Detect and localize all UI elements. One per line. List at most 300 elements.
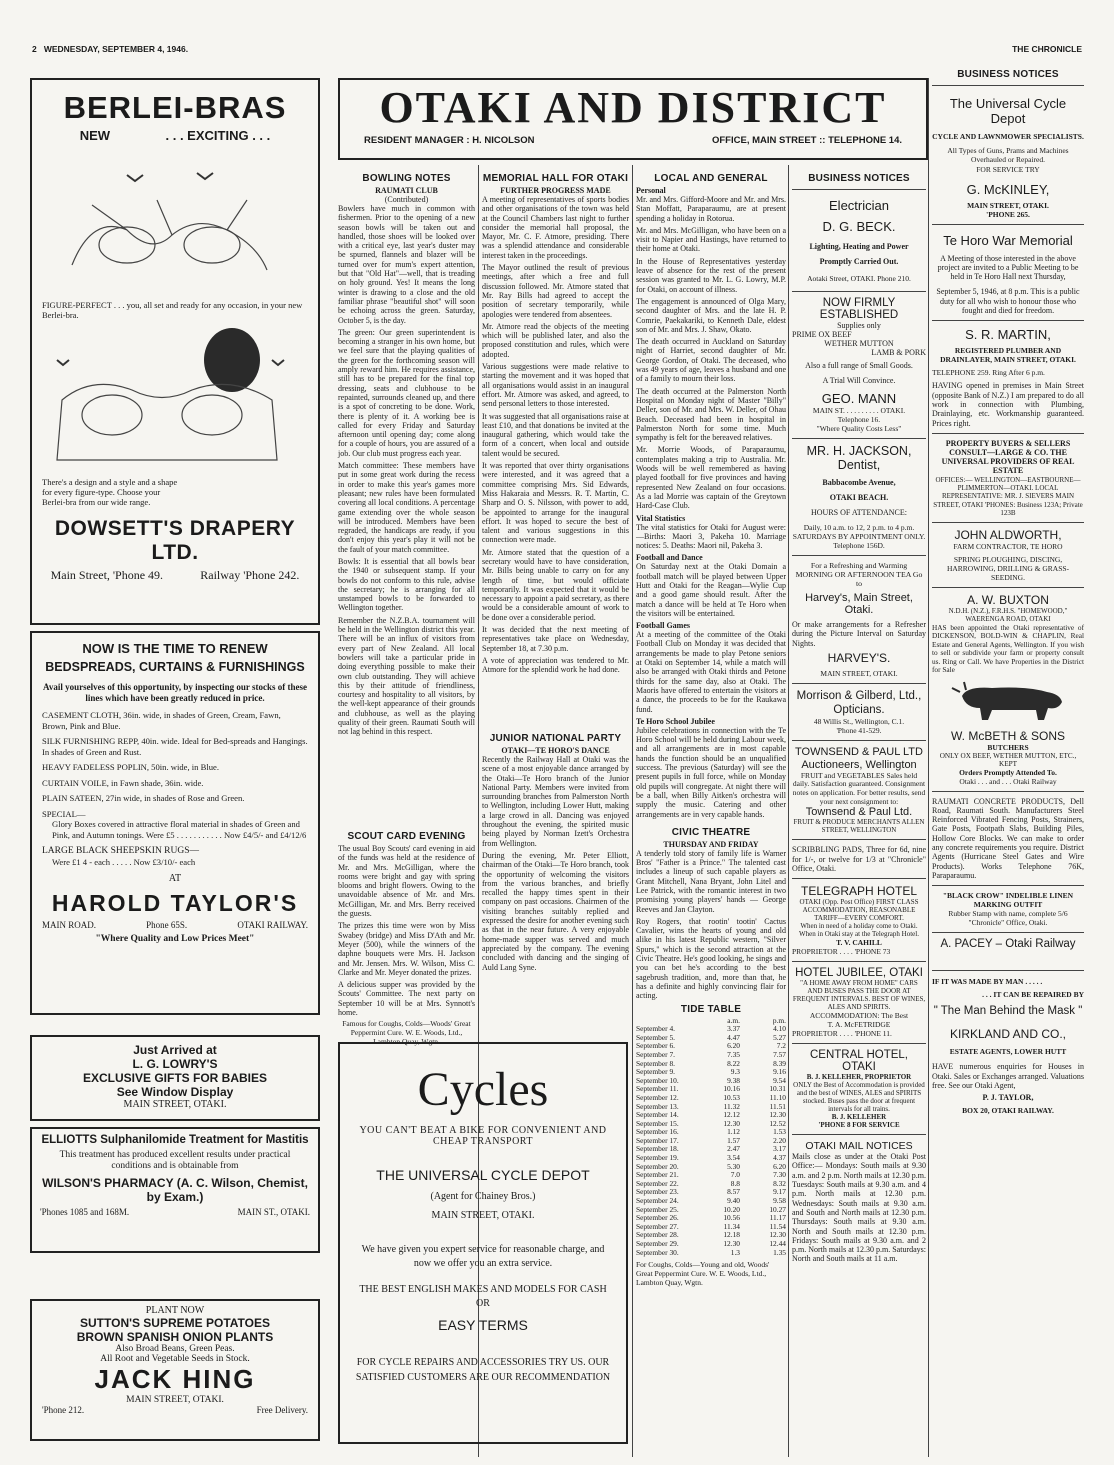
vital-heading: Vital Statistics (636, 513, 686, 523)
black-crow-title: "BLACK CROW" INDELIBLE LINEN MARKING OUTFIT (942, 891, 1074, 910)
berlei-title: BERLEI-BRAS (63, 90, 287, 125)
fg-heading: Football Games (636, 621, 690, 631)
tide-table (636, 1017, 786, 1258)
black-crow-text: Rubber Stamp with name, complete 5/6 (948, 909, 1068, 919)
central-text: ONLY the Best of Accommodation is provided and the best of WINES, ALES and SPIRITS stocked. Buses pass the door at frequent intervals for all trains. (793, 1081, 925, 1114)
tide-pm: 10.31 (769, 1084, 786, 1094)
kirkland-text: . . . IT CAN BE REPAIRED BY (982, 990, 1084, 1000)
tide-am: 7.0 (730, 1170, 740, 1180)
dowsett-rail: Railway 'Phone 242. (200, 568, 300, 582)
jackson-name: MR. H. JACKSON, (806, 444, 912, 458)
mckinley-name: G. McKINLEY, (966, 181, 1050, 197)
tide-am: 9.3 (730, 1067, 740, 1077)
ucd-text: 'PHONE 265. (986, 209, 1030, 219)
dentist-text: Telephone 156D. (833, 541, 885, 550)
harvey-text: For a Refreshing and Warming MORNING OR AFTERNOON TEA Go to (795, 561, 923, 588)
aldworth-name: JOHN ALDWORTH, (954, 528, 1062, 543)
vital-para: The vital statistics for Otaki for August were:—Births: Maori 3, Pakeha 10. Marriage notices: 5. Deaths: Maori nil, Pakeha 3. (636, 522, 786, 551)
woods-cure-notice: Famous for Coughs, Colds—Woods' Great Peppermint Cure. W. E. Woods, Ltd., Lambton Quay, Wgtn. (342, 1019, 471, 1046)
harvey-text: MAIN STREET, OTAKI. (820, 668, 898, 678)
tide-am: 8.8 (730, 1178, 740, 1188)
renew-subtitle: BEDSPREADS, CURTAINS & FURNISHINGS (45, 660, 305, 674)
tide-am: 10.20 (723, 1204, 740, 1214)
local-para: The death occurred in Auckland on Saturday night of Harriet, second daughter of Mr. George Gordon, of Otaki. The deceased, who was 49 years of age, leaves a husband and one of a family to mourn their loss. (636, 337, 786, 384)
berlei-illustration-top (32, 145, 318, 295)
tide-pm: 9.17 (773, 1187, 786, 1197)
memorial-para: A meeting of representatives of sports bodies and other organisations of the town was held at the Council Chambers last night to further consider the memorial hall proposal, the Mayor, Mr. C. F. Atmore, presiding. There was a splendid attendance and considerable interest taken in the proceedings. (482, 195, 629, 260)
office-info: OFFICE, MAIN STREET :: TELEPHONE 14. (711, 135, 902, 146)
man-behind-mask: " The Man Behind the Mask " (933, 1005, 1083, 1018)
mann-text: Supplies only (837, 321, 881, 330)
tide-am: 12.12 (723, 1110, 740, 1120)
tide-title: TIDE TABLE (680, 1003, 742, 1015)
berlei-illustration-bottom (32, 320, 318, 470)
mcbeth-text: Orders Promptly Attended To. (959, 767, 1057, 777)
tide-day: September 28. (636, 1230, 679, 1240)
local-para: Mr. and Mrs. Gifford-Moore and Mr. and Mrs. Stan Moffatt, Paraparaumu, are at present spending a holiday in Rotorua. (636, 195, 786, 223)
tide-pm: 12.52 (769, 1118, 786, 1128)
tide-am: 1.12 (727, 1127, 740, 1137)
local-para: The death occurred at the Palmerston North Hospital on Monday night of Master "Billy" Deller, son of Mr. and Mrs. W. Deller, of Ohau Beach. Deceased had been in hospital in Palmerston North for some time. Much sympathy is felt for the bereaved relatives. (636, 386, 786, 443)
tide-day: September 19. (636, 1153, 679, 1163)
masthead-title: OTAKI AND DISTRICT (379, 83, 887, 132)
jubilee-text: T. A. McFETRIDGE (827, 1020, 891, 1030)
tide-am: 1.3 (730, 1247, 740, 1257)
dentist-text: Babbacombe Avenue, (822, 478, 896, 487)
tide-day: September 20. (636, 1161, 679, 1171)
dowsett-phone: Main Street, 'Phone 49. (50, 568, 164, 582)
tide-am: 11.34 (723, 1221, 740, 1231)
memorial-para: It was decided that the next meeting of representatives take place on Wednesday, September 18, at 7.30 p.m. (482, 625, 629, 653)
tide-am: 1.57 (727, 1135, 740, 1145)
taylor-motto: "Where Quality and Low Prices Meet" (95, 934, 255, 944)
elliotts-ad (30, 1127, 320, 1253)
telegraph-name: TELEGRAPH HOTEL (800, 884, 918, 899)
jnp-title: JUNIOR NATIONAL PARTY (489, 733, 622, 744)
tide-am: 3.37 (727, 1024, 740, 1034)
resident-manager: RESIDENT MANAGER : H. NICOLSON (364, 135, 535, 146)
townsend-text: FRUIT and VEGETABLES Sales held daily. Satisfaction guaranteed. Consignment notes on application. For better results, send your next consignment to: (792, 770, 926, 806)
tide-day: September 7. (636, 1049, 675, 1059)
tide-am: 5.30 (727, 1161, 740, 1171)
memorial-para: The Mayor outlined the result of previous meetings, after which a free and full discussion followed. Mr. Atmore stated that Mr. Ray Bills had agreed to accept the position of secretary temporarily, while apologies were tendered from absentees. (482, 263, 629, 319)
bowling-para: Bowls: It is essential that all bowls bear the 1940 or subsequent stamp. If your bowls do not conform to this rule, advise the secretary; he is arranging for all unstamped bowls to be forwarded to Wellington together. (338, 556, 475, 613)
hing-line5: All Root and Vegetable Seeds in Stock. (100, 1354, 250, 1364)
tide-pm: 8.32 (773, 1178, 786, 1188)
tide-pm: 9.58 (773, 1196, 786, 1206)
elec-title: Electrician (829, 198, 889, 213)
tide-day: September 29. (636, 1239, 679, 1248)
kirkland-text: ESTATE AGENTS, LOWER HUTT (949, 1047, 1067, 1057)
townsend-title: TOWNSEND & PAUL LTD Auctioneers, Wellington (795, 745, 923, 771)
mcbeth-text: ONLY OX BEEF, WETHER MUTTON, ETC., KEPT (939, 751, 1077, 768)
tide-am: 9.38 (727, 1075, 740, 1085)
cycles-title: Cycles (417, 1063, 549, 1116)
tide-day: September 18. (636, 1144, 679, 1154)
local-column (636, 170, 786, 1445)
mann-text: A Trial Will Convince. (822, 376, 896, 385)
mann-text: WETHER MUTTON (824, 339, 894, 348)
tide-am: 2.47 (727, 1144, 740, 1154)
tide-pm: 9.54 (773, 1075, 786, 1085)
central-text: B. J. KELLEHER (831, 1113, 887, 1122)
bird-icon (57, 360, 69, 365)
tide-day: September 16. (636, 1127, 679, 1137)
tide-pm: 7.57 (773, 1049, 786, 1059)
mann-text: LAMB & PORK (871, 348, 926, 357)
tide-day: September 10. (636, 1075, 679, 1085)
column-rule (632, 165, 633, 1457)
buxton-text: HAS been appointed the Otaki representative of DICKENSON, BOLD-WIN & CHAPLIN, Real Estate and General Agents, Wellington. If you wish to sell or subdivide your farm or property consult us. Ring or Call. We have Properties in the District for Sale (932, 622, 1084, 675)
property-title: PROPERTY BUYERS & SELLERS CONSULT—LARGE & CO. THE UNIVERSAL PROVIDERS OF REAL ESTATE (941, 438, 1075, 476)
tide-day: September 11. (636, 1084, 679, 1094)
tide-am-header: a.m. (727, 1015, 740, 1025)
mann-text: Also a full range of Small Goods. (805, 361, 913, 370)
martin-name: S. R. MARTIN, (965, 327, 1051, 343)
tide-pm-header: p.m. (772, 1015, 786, 1025)
tide-day: September 14. (636, 1110, 679, 1120)
tide-day: September 23. (636, 1187, 679, 1197)
mail-body: Mails close as under at the Otaki Post Office:— Mondays: South mails at 9.30 a.m. and 2 p.m. North mails at 12.30 p.m. Tuesdays: South mails at 9.30 a.m. and 4 p.m. North mails at 12.30 p.m. Wednesdays: South mails at 9.30 a.m. and South and North mails at 12.30 p.m. Thursdays: South mails at 9.30 a.m. North and South mails at 12.30 p.m. Fridays: South mails at 9.30 a.m. and 2 p.m. North mails at 12.30 p.m. Saturdays: North and South mails at 11 a.m. (792, 1152, 926, 1264)
scribbling-pads: SCRIBBLING PADS, Three for 6d, nine for 1/-, or twelve for 1/3 at "Chronicle" Office, Otaki. (792, 845, 926, 873)
hing-line4: Also Broad Beans, Green Peas. (115, 1344, 235, 1354)
tide-pm: 3.17 (773, 1144, 786, 1154)
bn-title: BUSINESS NOTICES (957, 69, 1059, 80)
dentist-text: HOURS OF ATTENDANCE: (810, 508, 907, 517)
war-memorial-title: Te Horo War Memorial (943, 232, 1073, 248)
memorial-para: Mr. Atmore read the objects of the meeting which will be published later, and also the proposed constitution and rules, which were adopted. (482, 321, 629, 359)
jubilee-text: PROPRIETOR . . . . 'PHONE 11. (792, 1029, 892, 1039)
dentist-text: OTAKI BEACH. (829, 493, 889, 502)
scout-section (338, 828, 475, 1046)
tide-row (636, 1249, 786, 1258)
cycles-repairs: FOR CYCLE REPAIRS AND ACCESSORIES TRY US. OUR SATISFIED CUSTOMERS ARE OUR RECOMMENDATION (355, 1357, 611, 1383)
tide-day: September 6. (636, 1041, 675, 1051)
renew-item: CASEMENT CLOTH, 36in. wide, in shades of Green, Cream, Fawn, Brown, Pink and Blue. (42, 710, 281, 731)
tide-pm: 12.30 (769, 1230, 786, 1240)
corset-illustration (57, 384, 277, 460)
tide-day: September 27. (636, 1221, 679, 1231)
memorial-para: Various suggestions were made relative to starting the movement and it was hoped that all organisations would assist in an inaugural effort. Mr. Atmore was asked, and agreed, to send personal letters to those interested. (482, 362, 629, 409)
page-header (32, 44, 1082, 58)
ucd-text: CYCLE AND LAWNMOWER SPECIALISTS. (932, 132, 1084, 141)
morrison-text: 48 Willis St., Wellington, C.1. (813, 716, 905, 726)
scout-para: A delicious supper was provided by the Scouts' Committee. The next party on September 10 will be at Mrs. Synnott's home. (338, 980, 475, 1018)
column-rule (928, 78, 929, 1457)
lowry-line2: L. G. LOWRY'S (132, 1057, 218, 1071)
tide-pm: 12.30 (769, 1110, 786, 1120)
bird-icon (127, 175, 143, 181)
memorial-sub: FURTHER PROGRESS MADE (500, 186, 611, 195)
scout-para: The prizes this time were won by Miss Swabey (bridge) and Miss D'Ath and Mr. Meyer (500), while the winners of the daphne bouquets were Mrs. H. Jackson and Mr. Jensen. Mrs. W. Wilson, Miss C. Clarke and Mr. Meyer donated the prizes. (338, 921, 475, 977)
tide-day: September 13. (636, 1101, 679, 1111)
civic-para: Roy Rogers, that rootin' tootin' Cactus Cavalier, wins the hearts of young and old alike in his latest Republic western, "Silver Spurs," which is the second attraction at the Civic Theatre. He's good looking, he sings and you can bet he's according to the best sagebrush tradition, and, more than that, he has a definite and highly convincing flair for acting. (636, 916, 786, 1001)
tide-pm: 11.10 (769, 1092, 786, 1102)
masthead (338, 78, 928, 160)
mann-text: "Where Quality Costs Less" (816, 424, 902, 433)
tide-day: September 22. (636, 1178, 679, 1188)
page-number: 2 (32, 44, 37, 54)
woods-cure-notice: For Coughs, Colds—Young and old, Woods' Great Peppermint Cure. W. E. Woods, Ltd., Lambton Quay, Wgtn. (636, 1260, 770, 1287)
scout-title: SCOUT CARD EVENING (347, 831, 466, 842)
at-label: AT (168, 873, 182, 884)
cycles-makes: THE BEST ENGLISH MAKES AND MODELS FOR CASH OR (359, 1284, 607, 1309)
beck-line: Aotaki Street, OTAKI. Phone 210. (807, 274, 911, 283)
martin-text: TELEPHONE 259. Ring After 6 p.m. (932, 368, 1045, 378)
ths-para: Jubilee celebrations in connection with the Te Horo School will be held during Labour week, and all arrangements are in most capable hands the function should be an unqualified success. The previous (Saturday) will see the present pupils in full force, while on Monday old pupils will congregate. At night there will be a ball, when Billy Aitken's orchestra will supply the music. Catering and other arrangements are in very capable hands. (636, 725, 786, 819)
tide-pm: 5.27 (773, 1032, 786, 1042)
bowling-para: Match committee: These members have put in some great work during the recess in order to make this year's games more pleasant; new rules have been formulated covering all local conditions. A percentage game extending over the whole season will be introduced. Members have been regraded, the handicaps are ready, if you don't enjoy this year's play it will not be the fault of your match committee. (338, 461, 475, 554)
elliotts-title: ELLIOTTS Sulphanilomide Treatment for Mastitis (41, 1134, 309, 1146)
berlei-caption: FIGURE-PERFECT . . . you, all set and ready for any occasion, in your new Berlei-bra. (42, 300, 303, 320)
kirkland-text: IF IT WAS MADE BY MAN . . . . . (932, 977, 1043, 987)
issue-date: WEDNESDAY, SEPTEMBER 4, 1946. (43, 44, 189, 54)
raumati-concrete: RAUMATI CONCRETE PRODUCTS, Dell Road, Raumati South. Manufacturers Steel Reinforced Vibrated Fencing Posts, Strainers, Gate Posts, Footpath Slabs, Building Piles, Hollow Core Blocks. We can make to order any concrete requirements you require. District Agents (Hurricane Steel Gates and Wire Products). Works Telephone 76K, Paraparaumu. (932, 796, 1084, 880)
tide-day: September 15. (636, 1118, 679, 1128)
berlei-ad (30, 78, 320, 625)
beck-line: Lighting, Heating and Power (809, 242, 909, 251)
tide-day: September 26. (636, 1213, 679, 1223)
local-para: Mr. Morrie Woods, of Paraparaumu, contemplates making a trip to Australia. Mr. Woods will be well remembered as having played football for five provinces and having represented New Zealand on four occasions. As a lad Morrie was captain of the Greytown Hard-Case Club. (636, 445, 786, 511)
memorial-title: MEMORIAL HALL FOR OTAKI (482, 173, 629, 184)
business-column (792, 170, 926, 1445)
wilson-addr: MAIN ST., OTAKI. (237, 1207, 310, 1217)
fd-para: On Saturday next at the Otaki Domain a football match will be played between Upper Hutt and Otaki for the Reagan—Wylie Cup and a good game should result. After the match a dance will be held at Te Horo when the visitors will be entertained. (636, 562, 786, 618)
scout-para: The usual Boy Scouts' card evening in aid of the funds was held at the residence of Mr. and Mrs. McGilligan, where the rooms were bright and gay with spring blooms and bright flowers. Owing to the unavoidable absence of Mr. and Mrs. McGilligan, Mr. and Mrs. Berry received the guests. (338, 844, 475, 919)
morrison-text: 'Phone 41-529. (836, 725, 882, 735)
taylor-addr: MAIN ROAD. (42, 920, 96, 930)
memorial-column (482, 170, 629, 705)
tide-pm: 1.53 (773, 1127, 786, 1137)
jubilee-text: ACCOMMODATION: The Best (809, 1011, 909, 1021)
martin-text: HAVING opened in premises in Main Street (opposite Bank of N.Z.) I am prepared to do all work in connection with Plumbing, Drainlaying, etc. Workmanship guaranteed. Prices right. (932, 381, 1084, 428)
right-business-column (932, 66, 1084, 1446)
central-text: 'PHONE 8 FOR SERVICE (818, 1121, 900, 1130)
tide-day: September 8. (636, 1058, 675, 1068)
dentist-label: Dentist, (837, 458, 881, 472)
mann-text: Telephone 16. (837, 415, 881, 424)
hing-delivery: Free Delivery. (256, 1405, 308, 1415)
tide-pm: 9.16 (773, 1067, 786, 1077)
black-crow-text: "Chronicle" Office, Otaki. (968, 918, 1048, 928)
elliotts-body: This treatment has produced excellent results under practical conditions and is obtainable from (59, 1150, 291, 1171)
jack-hing-name: JACK HING (94, 1364, 256, 1394)
jack-hing-ad (30, 1299, 320, 1441)
local-para: Mr. and Mrs. McGilligan, who have been on a visit to Napier and Hastings, have returned to their home at Otaki. (636, 225, 786, 254)
renew-item: CURTAIN VOILE, in Fawn shade, 36in. wide. (42, 777, 204, 788)
bowling-para: Remember the N.Z.B.A. tournament will be held in the Wellington district this year. There will be an influx of visitors from every part of New Zealand. All local bowlers will take a particular pride in doing everything possible to make their own club outstanding. They will achieve this by their attitude of friendliness, courtesy and hospitality to all visitors, by the well-kept appearance of their grounds and clubhouse, as well as the playing quality of their green. Raumati South will not lag behind in this respect. (338, 615, 475, 737)
cycles-ad (338, 1042, 628, 1444)
jnp-para: Recently the Railway Hall at Otaki was the scene of a most enjoyable dance arranged by the Otaki—Te Horo branch of the Junior National Party. Members were invited from surrounding branches from Palmerston North to Wellington, including Lower Hutt, making a large crowd in all. Dancing was enjoyed throughout the evening, the spirited music being played by Norman Izett's Orchestra from Wellington. (482, 755, 629, 848)
tide-pm: 11.51 (769, 1101, 786, 1111)
tide-pm: 12.44 (769, 1239, 786, 1248)
pacey-name: A. PACEY – Otaki Railway (940, 938, 1076, 951)
bull-icon (932, 678, 1082, 724)
harvey-name: Harvey's, Main Street, Otaki. (805, 592, 913, 616)
dentist-text: SATURDAYS BY APPOINTMENT ONLY. (792, 532, 926, 541)
tide-day: September 24. (636, 1196, 679, 1206)
tide-am: 8.57 (727, 1187, 740, 1197)
mann-text: MAIN ST. . . . . . . . . . OTAKI. (812, 406, 906, 415)
harold-taylor-name: HAROLD TAYLOR'S (51, 890, 299, 916)
ths-heading: Te Horo School Jubilee (636, 716, 715, 726)
tide-day: September 21. (636, 1170, 679, 1180)
central-name: CENTRAL HOTEL, OTAKI (810, 1049, 908, 1074)
local-para: In the House of Representatives yesterday leave of absence for the rest of the present session was granted to Mr. L. G. Lowry, M.P. for Otaki, on account of illness. (636, 256, 786, 294)
bowling-para: Bowlers have much in common with fishermen. Prior to the opening of a new season bowls will be taken out and handled, those shoes will be looked over with a critical eye, last year's duster may be spurned, flannels and blazer will be turned over for mum's expert attention, but that "Old Hat"—well, that is treading on holy ground. Yes! It means the long winter is drawing to a close and the old familiar phrase "beautiful shot" will soon be echoing across the green. Saturday, October 5, is the day. (338, 204, 475, 325)
tide-pm: 6.20 (773, 1161, 786, 1171)
bowling-column (338, 170, 475, 800)
jnp-para: During the evening, Mr. Peter Elliott, chairman of the Otaki—Te Horo branch, took the opportunity of welcoming the visitors from the various branches, and briefly recalled the happy times spent in their company on past occasions. Chairmen of the visiting branches suitably replied and expressed the desire for another evening such as that in the near future. A very enjoyable home-made supper was served and much appreciated by the company. The evening concluded with dancing and the singing of Auld Lang Syne. (482, 850, 629, 972)
mcbeth-text: Otaki . . . and . . . Otaki Railway (959, 776, 1057, 786)
telegraph-text: OTAKI (Opp. Post Office) FIRST CLASS ACCOMMODATION, REASONABLE TARIFF—EVERY COMFORT. (799, 898, 919, 923)
bird-icon (272, 360, 284, 365)
civic-title: CIVIC THEATRE (671, 826, 751, 838)
tide-pm: 10.27 (769, 1204, 786, 1214)
hing-addr: MAIN STREET, OTAKI. (126, 1395, 224, 1405)
dentist-text: Daily, 10 a.m. to 12, 2 p.m. to 4 p.m. (803, 523, 915, 532)
tide-am: 12.30 (723, 1239, 740, 1248)
tide-pm: 7.30 (773, 1170, 786, 1180)
beck-name: D. G. BECK. (822, 219, 896, 234)
ucd-text: FOR SERVICE TRY (976, 164, 1040, 174)
now-title: NOW FIRMLY ESTABLISHED (819, 297, 899, 321)
property-text: OFFICES:— WELLINGTON—EASTBOURNE—PLIMMERTON—OTAKI. LOCAL REPRESENTATIVE: MR. J. SIEVERS MAIN STREET, OTAKI 'PHONES: Business 123A; Private 123B (933, 475, 1083, 517)
tide-am: 10.53 (723, 1092, 740, 1102)
mail-title: OTAKI MAIL NOTICES (805, 1140, 913, 1153)
personal-heading: Personal (636, 186, 666, 195)
tide-day: September 4. (636, 1024, 675, 1034)
hing-line3: BROWN SPANISH ONION PLANTS (76, 1330, 274, 1344)
tide-day: September 9. (636, 1067, 675, 1077)
mann-text: PRIME OX BEEF (792, 330, 852, 339)
ucd-name: The Universal Cycle Depot (949, 96, 1067, 126)
cycles-tag: YOU CAN'T BEAT A BIKE FOR CONVENIENT AND CHEAP TRANSPORT (359, 1125, 607, 1147)
tide-day: September 30. (636, 1247, 679, 1257)
lowry-line3: EXCLUSIVE GIFTS FOR BABIES (82, 1071, 268, 1085)
tide-am: 11.32 (723, 1101, 740, 1111)
ucd-text: MAIN STREET, OTAKI. (967, 200, 1049, 210)
tide-day: September 12. (636, 1092, 679, 1102)
tide-pm: 11.54 (769, 1221, 786, 1231)
glory-boxes: Glory Boxes covered in attractive floral material in shades of Green and Pink, and Autumn tonings. Were £5 . . . . . . . . . . . Now £4/5/- and £4/12/6 (52, 819, 307, 840)
tide-am: 12.18 (723, 1230, 740, 1240)
bowling-by: (Contributed) (384, 195, 429, 204)
kirkland-text: BOX 20, OTAKI RAILWAY. (962, 1106, 1054, 1116)
lowry-line5: MAIN STREET, OTAKI. (123, 1099, 227, 1110)
model-hair-icon (204, 328, 260, 392)
cycles-addr: MAIN STREET, OTAKI. (431, 1210, 535, 1221)
dowsett-drapery: DOWSETT'S DRAPERY LTD. (54, 517, 296, 564)
ucd-text: All Types of Guns, Prams and Machines Overhauled or Repaired. (947, 146, 1069, 164)
hing-line1: PLANT NOW (145, 1305, 205, 1316)
buxton-text: N.D.H. (N.Z.), F.R.H.S. "HOMEWOOD," WAERENGA ROAD, OTAKI (948, 607, 1068, 624)
cycles-terms: EASY TERMS (438, 1317, 528, 1333)
bird-icon (197, 173, 213, 179)
renew-item: SILK FURNISHING REPP, 40in. wide. Ideal for Bed-spreads and Hangings. In shades of Green and Rust. (42, 736, 308, 757)
renew-item: PLAIN SATEEN, 27in wide, in shades of Rose and Green. (42, 793, 245, 803)
tide-pm: 2.20 (773, 1135, 786, 1145)
townsend-name: Townsend & Paul Ltd. (805, 806, 913, 819)
kirkland-text: HAVE numerous enquiries for Houses in Otaki. Sales or Exchanges arranged. Valuations free. See our Otaki Agent, (932, 1062, 1084, 1090)
townsend-text: FRUIT & PRODUCE MERCHANTS ALLEN STREET, WELLINGTON (793, 818, 925, 835)
memorial-para: A vote of appreciation was tendered to Mr. Atmore for the splendid work he had done. (482, 655, 629, 675)
column-rule (788, 165, 789, 1457)
tide-am: 7.35 (727, 1049, 740, 1059)
tide-am: 6.20 (727, 1041, 740, 1051)
mcbeth-name: W. McBETH & SONS (950, 728, 1065, 743)
tide-day: September 5. (636, 1032, 675, 1042)
bn-title: BUSINESS NOTICES (808, 173, 910, 184)
harvey-text: Or make arrangements for a Refresher during the Picture Interval on Saturday Nights. (792, 620, 926, 648)
memorial-para: Mr. Atmore stated that the question of a secretary would have to have consideration, Mr. Bills being unable to carry on for any length of time, but would officiate temporarily. It was expected that it would be necessary to appoint a paid secretary, as there would be a considerable amount of work to be done over a considerable period. (482, 547, 629, 622)
memorial-para: It was suggested that all organisations raise at least £10, and that donations be invited at the inaugural gathering, which would take the form of a concert, when local and outside talent would be secured. (482, 411, 629, 458)
aldworth-text: SPRING PLOUGHING, DISCING, HARROWING, DRILLING & GRASS-SEEDING. (946, 555, 1070, 583)
jnp-sub: OTAKI—TE HORO'S DANCE (501, 746, 610, 755)
memorial-para: It was reported that over thirty organisations were interested, and it was agreed that a committee comprising Mrs. Sid Edwards, Miss Hakaraia and Messrs. R. T. Martin, C. Sharp and O. S. Nilsson, with power to add, be appointed to arrange for the inaugural effort. It was hoped to secure the best of talent and various suggestions in this connection were made. (482, 461, 629, 545)
war-text: September 5, 1946, at 8 p.m. This is a public duty for all who wish to honour those who fought and died for freedom. (936, 287, 1080, 316)
tide-am: 8.22 (727, 1058, 740, 1068)
bowling-title: BOWLING NOTES (362, 173, 451, 184)
paper-name: THE CHRONICLE (1012, 44, 1082, 54)
tide-day: September 17. (636, 1135, 679, 1145)
taylor-rail: OTAKI RAILWAY. (237, 920, 308, 930)
bowling-sub: RAUMATI CLUB (375, 186, 438, 195)
jubilee-text: "A HOME AWAY FROM HOME" CARS AND BUSES PASS THE DOOR AT FREQUENT INTERVALS. BEST OF WINES, ALES AND SPIRITS. (792, 979, 926, 1012)
martin-text: REGISTERED PLUMBER AND DRAINLAYER, MAIN STREET, OTAKI. (940, 346, 1076, 365)
tide-pm: 7.2 (776, 1041, 786, 1051)
telegraph-text: T. V. CAHILL (836, 938, 882, 948)
harveys-name: HARVEY'S. (827, 650, 891, 665)
local-title: LOCAL AND GENERAL (654, 173, 768, 184)
lowry-line4: See Window Display (116, 1085, 234, 1099)
cycles-service: We have given you expert service for reasonable charge, and now we offer you an extra service. (361, 1244, 605, 1269)
special-label: SPECIAL— (42, 808, 86, 819)
tide-am: 10.56 (723, 1213, 740, 1223)
civic-sub: THURSDAY AND FRIDAY (663, 839, 759, 849)
tide-pm: 1.35 (773, 1247, 786, 1257)
cycles-agent: (Agent for Chainey Bros.) (430, 1191, 536, 1202)
berlei-design: There's a design and a style and a shape for every figure-type. Choose your Berlei-bra from our wide range. (42, 477, 178, 507)
tide-pm: 4.37 (773, 1153, 786, 1163)
central-text: B. J. KELLEHER, PROPRIETOR (806, 1073, 912, 1082)
tide-am: 9.40 (727, 1196, 740, 1206)
hing-phone: 'Phone 212. (42, 1405, 85, 1415)
tide-am: 4.47 (727, 1032, 740, 1042)
morrison-name: Morrison & Gilberd, Ltd., Opticians. (796, 689, 922, 716)
lowry-line1: Just Arrived at (133, 1043, 217, 1057)
tide-pm: 8.39 (773, 1058, 786, 1068)
bowling-para: The green: Our green superintendent is becoming a stranger in his own home, but we feel sure that the playing qualities of the green for the forthcoming season will amply reward him. He requires assistance, still has to be prepared for the final top dressing, seats and clubhouse to be repainted, surrounds cleaned up, and there is a spot of concreting to be done. Work, there is plenty of it. A working bee is called for every Friday and Saturday afternoon until opening day; come along for a couple of hours, you are assured of a job. Our club must progress each year. (338, 327, 475, 458)
renew-item: HEAVY FADELESS POPLIN, 50in. wide, in Blue. (42, 762, 219, 772)
fd-heading: Football and Dance (636, 553, 703, 563)
mcbeth-text: BUTCHERS (987, 742, 1029, 752)
rugs-price: Were £1 4 - each . . . . . Now £3/10/- each (52, 856, 196, 867)
civic-para: A tenderly told story of family life is Warner Bros' "Father is a Prince." The talented cast includes a lineup of such capable players as Grant Mitchell, Nana Bryant, John Litel and Lee Patrick, with the romantic interest in two promising young players' hands — George Reeves and Jan Clayton. (636, 848, 786, 914)
brassiere-illustration (72, 200, 267, 270)
kirkland-name: KIRKLAND AND CO., (949, 1027, 1067, 1042)
tide-pm: 4.10 (773, 1024, 786, 1034)
buxton-name: A. W. BUXTON (967, 593, 1049, 608)
renew-title: NOW IS THE TIME TO RENEW (82, 641, 268, 656)
fg-para: At a meeting of the committee of the Otaki Football Club on Monday it was decided that arrangements be made to play Petone seniors at Otaki on September 14, while a match will also be arranged with Otaki thirds and Petone thirds for the same day, also at Otaki. The Maoris have offered to entertain the visitors at a dance, the proceeds to be for the Raukawa fund. (636, 630, 786, 714)
berlei-exciting: . . . EXCITING . . . (165, 128, 271, 143)
mann-name: GEO. MANN (821, 391, 897, 406)
wilson-pharmacy: WILSON'S PHARMACY (A. C. Wilson, Chemist, by Exam.) (42, 1176, 308, 1204)
taylor-phone: Phone 65S. (146, 920, 188, 930)
beck-line: Promptly Carried Out. (819, 257, 899, 266)
cycles-shop: THE UNIVERSAL CYCLE DEPOT (376, 1167, 590, 1183)
